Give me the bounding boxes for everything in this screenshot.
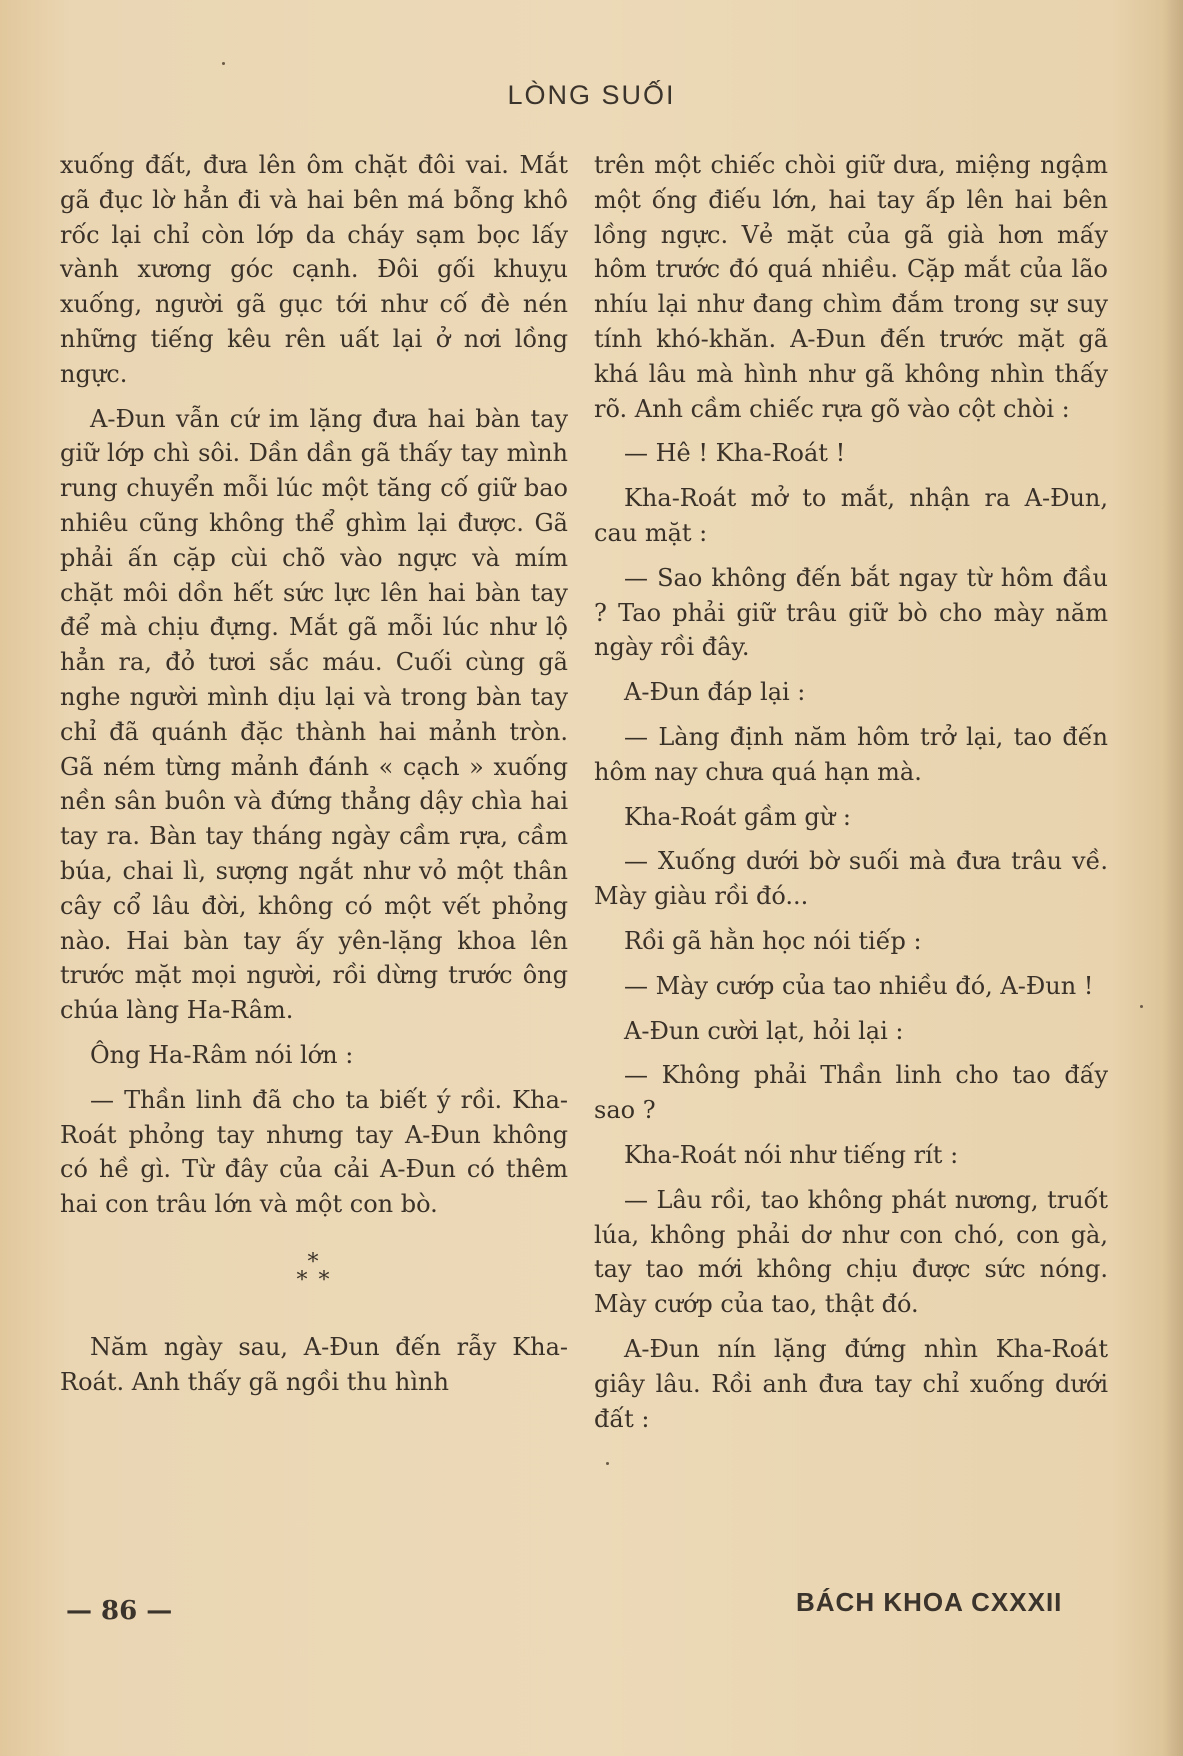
paragraph: Rồi gã hằn học nói tiếp : xyxy=(624,926,922,955)
paragraph: Kha-Roát mở to mắt, nhận ra A-Đun, cau mặt : xyxy=(594,484,1108,547)
magazine-title: BÁCH KHOA CXXXII xyxy=(796,1587,1063,1617)
dialogue-line: — Mày cướp của tao nhiều đó, A-Đun ! xyxy=(624,971,1094,1000)
paragraph: xuống đất, đưa lên ôm chặt đôi vai. Mắt gã đục lờ hẳn đi và hai bên má bỗng khô rốc lại chỉ còn lớp da cháy sạm bọc lấy vành xương góc cạnh. Đôi gối khuỵu xuống, người gã gục tới như cố đè nén những tiếng kêu rên uất lại ở nơi lồng ngực. xyxy=(60,151,568,388)
dialogue-line: — Xuống dưới bờ suối mà đưa trâu về. Mày giàu rồi đó... xyxy=(594,847,1108,911)
page-edge-shadow xyxy=(1163,0,1183,1756)
paper-speck xyxy=(222,62,225,65)
paper-speck xyxy=(1140,1005,1143,1008)
left-column xyxy=(60,148,568,1400)
paragraph: A-Đun vẫn cứ im lặng đưa hai bàn tay giữ lớp chì sôi. Dần dần gã thấy tay mình rung chuyển mỗi lúc một tăng cố giữ bao nhiêu cũng không thể ghìm lại được. Gã phải ấn cặp cùi chõ vào ngực và mím chặt môi dồn hết sức lực lên hai bàn tay để mà chịu đựng. Mắt gã mỗi lúc như lộ hẳn ra, đỏ tươi sắc máu. Cuối cùng gã nghe người mình dịu lại và trong bàn tay chỉ đã quánh đặc thành hai mảnh tròn. Gã ném từng mảnh đánh « cạch » xuống nền sân buôn và đứng thẳng dậy chìa hai tay ra. Bàn tay tháng ngày cầm rựa, cầm búa, chai lì, sượng ngắt như vỏ một thân cây cổ lâu đời, không có một vết phỏng nào. Hai bàn tay ấy yên-lặng khoa lên trước mặt mọi người, rồi dừng trước ông chúa làng Ha-Râm. xyxy=(60,404,568,1025)
dialogue-line: — Lâu rồi, tao không phát nương, truốt lúa, không phải dơ như con chó, con gà, tay tao mới không chịu được sức nóng. Mày cướp của tao, thật đó. xyxy=(594,1185,1108,1319)
paragraph: Năm ngày sau, A-Đun đến rẫy Kha-Roát. Anh thấy gã ngồi thu hình xyxy=(60,1332,568,1396)
running-head: LÒNG SUỐI xyxy=(507,80,676,110)
dialogue-line: — Hê ! Kha-Roát ! xyxy=(624,439,846,468)
paragraph: Kha-Roát nói như tiếng rít : xyxy=(624,1140,959,1169)
dialogue-line: — Không phải Thần linh cho tao đấy sao ? xyxy=(594,1061,1108,1125)
paragraph: Ông Ha-Râm nói lớn : xyxy=(90,1040,354,1069)
paragraph: A-Đun cười lạt, hỏi lại : xyxy=(624,1016,904,1045)
paragraph: — Thần linh đã cho ta biết ý rồi. Kha-Roát phỏng tay nhưng tay A-Đun không có hề gì. Từ đây của cải A-Đun có thêm hai con trâu lớn và một con bò. xyxy=(60,1085,568,1219)
paragraph: trên một chiếc chòi giữ dưa, miệng ngậm một ống điếu lớn, hai tay ấp lên hai bên lồng ngực. Vẻ mặt của gã già hơn mấy hôm trước đó quá nhiều. Cặp mắt của lão nhíu lại như đang chìm đắm trong sự suy tính khó-khăn. A-Đun đến trước mặt gã khá lâu mà hình như gã không nhìn thấy rõ. Anh cầm chiếc rựa gõ vào cột chòi : xyxy=(594,151,1108,423)
section-break-stars: * * xyxy=(296,1267,332,1293)
section-break xyxy=(60,1249,568,1293)
section-break-star: * xyxy=(307,1249,321,1275)
dialogue-line: — Sao không đến bắt ngay từ hôm đầu ? Tao phải giữ trâu giữ bò cho mày năm ngày rồi đây. xyxy=(594,563,1108,662)
dialogue-line: — Làng định năm hôm trở lại, tao đến hôm nay chưa quá hạn mà. xyxy=(594,722,1108,786)
paper-speck xyxy=(606,1462,609,1465)
paragraph: A-Đun đáp lại : xyxy=(624,678,806,707)
right-column xyxy=(594,148,1108,1436)
page-number: — 86 — xyxy=(66,1596,173,1626)
paragraph: Kha-Roát gầm gừ : xyxy=(624,802,851,831)
paragraph: A-Đun nín lặng đứng nhìn Kha-Roát giây lâu. Rồi anh đưa tay chỉ xuống dưới đất : xyxy=(594,1334,1108,1433)
